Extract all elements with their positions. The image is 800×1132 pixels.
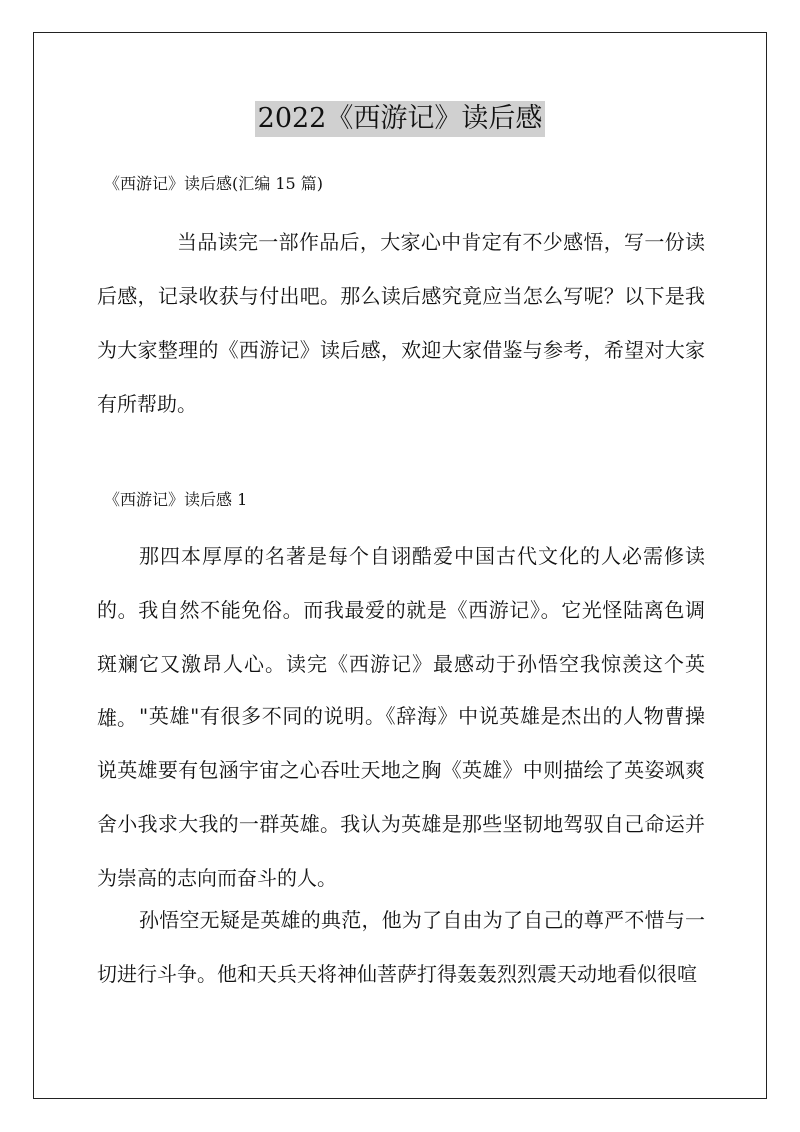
document-subtitle: 《西游记》读后感(汇编 15 篇) [104,174,324,193]
body-paragraph-2: "英雄"有很多不同的说明。《辞海》中说英雄是杰出的人物曹操说英雄要有包涵宇宙之心吞吐天地之胸《英雄》中则描绘了英姿飒爽舍小我求大我的一群英雄。我认为英雄是那些坚韧地驾驭自己命运并为崇高的志向而奋斗的人。 [97,704,705,890]
intro-paragraph: 当品读完一部作品后，大家心中肯定有不少感悟，写一份读后感，记录收获与付出吧。那么读后感究竟应当怎么写呢？以下是我为大家整理的《西游记》读后感，欢迎大家借鉴与参考，希望对大家有所帮助。 [97,230,705,416]
document-title: 2022《西游记》读后感 [255,101,546,137]
body-paragraph-3: 孙悟空无疑是英雄的典范，他为了自由为了自己的尊严不惜与一切进行斗争。他和天兵天将神仙菩萨打得轰轰烈烈震天动地看似很喧 [97,908,705,986]
title-container [0,101,800,137]
body-paragraph-1: 那四本厚厚的名著是每个自诩酷爱中国古代文化的人必需修读的。我自然不能免俗。而我最爱的就是《西游记》。它光怪陆离色调斑斓它又激昂人心。读完《西游记》最感动于孙悟空我惊羡这个英雄。 [97,544,705,730]
section-heading: 《西游记》读后感 1 [104,490,248,509]
